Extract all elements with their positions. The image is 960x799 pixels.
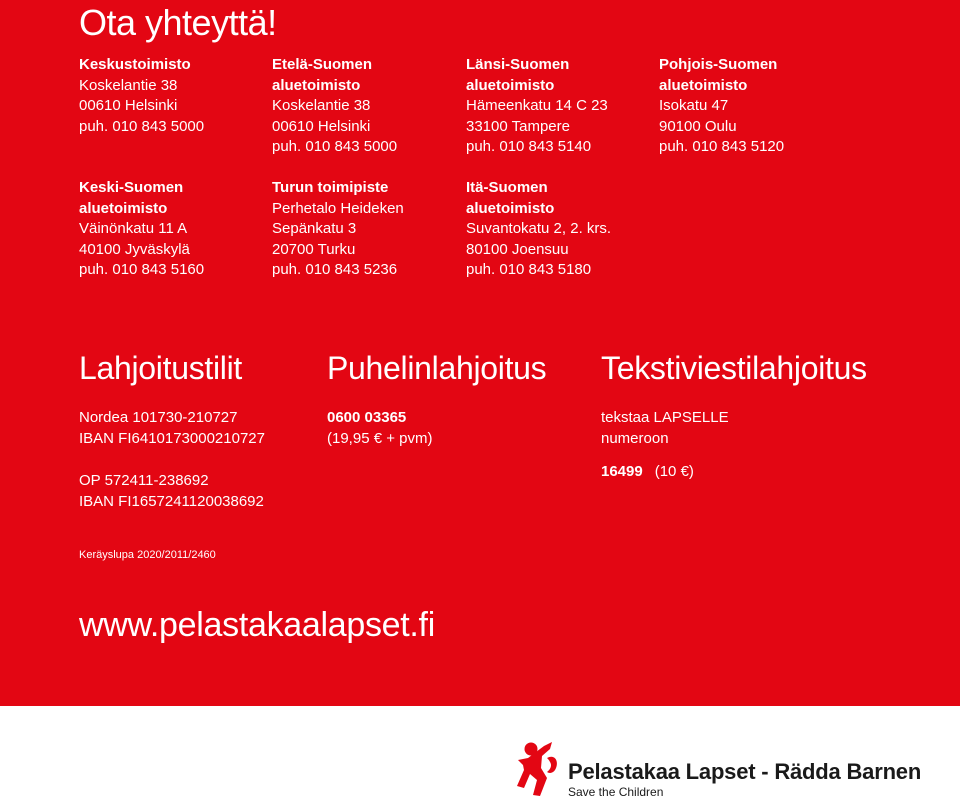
office-address: Väinönkatu 11 A: [79, 220, 188, 237]
phone-donation: [327, 407, 432, 449]
website-link[interactable]: www.pelastakaalapset.fi: [79, 606, 435, 644]
office-lansi-suomi: [466, 55, 656, 158]
office-phone: puh. 010 843 5236: [272, 261, 398, 278]
office-postal: 33100 Tampere: [466, 117, 570, 135]
logo-subtitle: Save the Children: [568, 785, 664, 799]
office-etela-suomi: [272, 55, 462, 158]
office-postal: 20700 Turku: [272, 240, 356, 258]
page-title: Ota yhteyttä!: [79, 2, 277, 43]
office-phone: puh. 010 843 5180: [466, 261, 592, 278]
phone-donation-title: Puhelinlahjoitus: [327, 350, 547, 386]
organization-logo: [514, 740, 922, 799]
office-address: Sepänkatu 3: [272, 220, 357, 237]
sms-number-line: [601, 461, 729, 482]
sms-number: 16499: [601, 463, 643, 480]
fundraising-permit: Keräyslupa 2020/2011/2460: [79, 549, 216, 561]
office-address: Hämeenkatu 14 C 23: [466, 97, 608, 114]
office-pohjois-suomi: [659, 55, 849, 158]
office-phone: puh. 010 843 5120: [659, 138, 785, 155]
accounts-title: Lahjoitustilit: [79, 350, 243, 386]
office-phone: puh. 010 843 5000: [79, 117, 205, 135]
office-name: Länsi-Suomen aluetoimisto: [466, 56, 570, 94]
office-postal: 00610 Helsinki: [79, 97, 178, 114]
office-name: Itä-Suomen aluetoimisto: [466, 179, 555, 217]
office-postal: 40100 Jyväskylä: [79, 240, 190, 258]
office-name: Keskustoimisto: [79, 56, 191, 73]
phone-donation-number: 0600 03365: [327, 409, 407, 426]
phone-donation-price: (19,95 € + pvm): [327, 430, 433, 447]
account-nordea: Nordea 101730-210727: [79, 409, 238, 426]
office-name: Keski-Suomen aluetoimisto: [79, 179, 184, 217]
office-postal: 00610 Helsinki: [272, 117, 371, 135]
sms-donation-title: Tekstiviestilahjoitus: [601, 350, 867, 386]
office-name: Etelä-Suomen aluetoimisto: [272, 56, 373, 94]
office-address: Suvantokatu 2, 2. krs.: [466, 220, 612, 237]
office-turku: [272, 178, 462, 281]
office-postal: 80100 Joensuu: [466, 240, 569, 258]
office-phone: puh. 010 843 5160: [79, 261, 205, 278]
accounts-list: [79, 407, 265, 512]
sms-instruction-2: numeroon: [601, 430, 669, 447]
iban-nordea: IBAN FI6410173000210727: [79, 430, 265, 447]
office-phone: puh. 010 843 5000: [272, 138, 398, 155]
office-ita-suomi: [466, 178, 656, 281]
office-building: Perhetalo Heideken: [272, 199, 404, 217]
account-op: OP 572411-238692: [79, 472, 209, 489]
office-postal: 90100 Oulu: [659, 117, 737, 135]
sms-price: (10 €): [654, 463, 694, 480]
office-keski-suomi: [79, 178, 269, 281]
office-address: Isokatu 47: [659, 97, 729, 114]
sms-donation: [601, 407, 729, 482]
save-the-children-child-icon: [514, 740, 564, 798]
office-address: Koskelantie 38: [79, 76, 178, 94]
office-phone: puh. 010 843 5140: [466, 138, 592, 155]
spacer: [79, 449, 265, 470]
office-keskustoimisto: [79, 55, 269, 137]
office-name: Turun toimipiste: [272, 179, 389, 196]
iban-op: IBAN FI1657241120038692: [79, 493, 264, 510]
office-address: Koskelantie 38: [272, 97, 371, 114]
office-name: Pohjois-Suomen aluetoimisto: [659, 56, 778, 94]
sms-instruction: tekstaa LAPSELLE: [601, 409, 729, 426]
logo-name: Pelastakaa Lapset - Rädda Barnen: [568, 759, 922, 784]
